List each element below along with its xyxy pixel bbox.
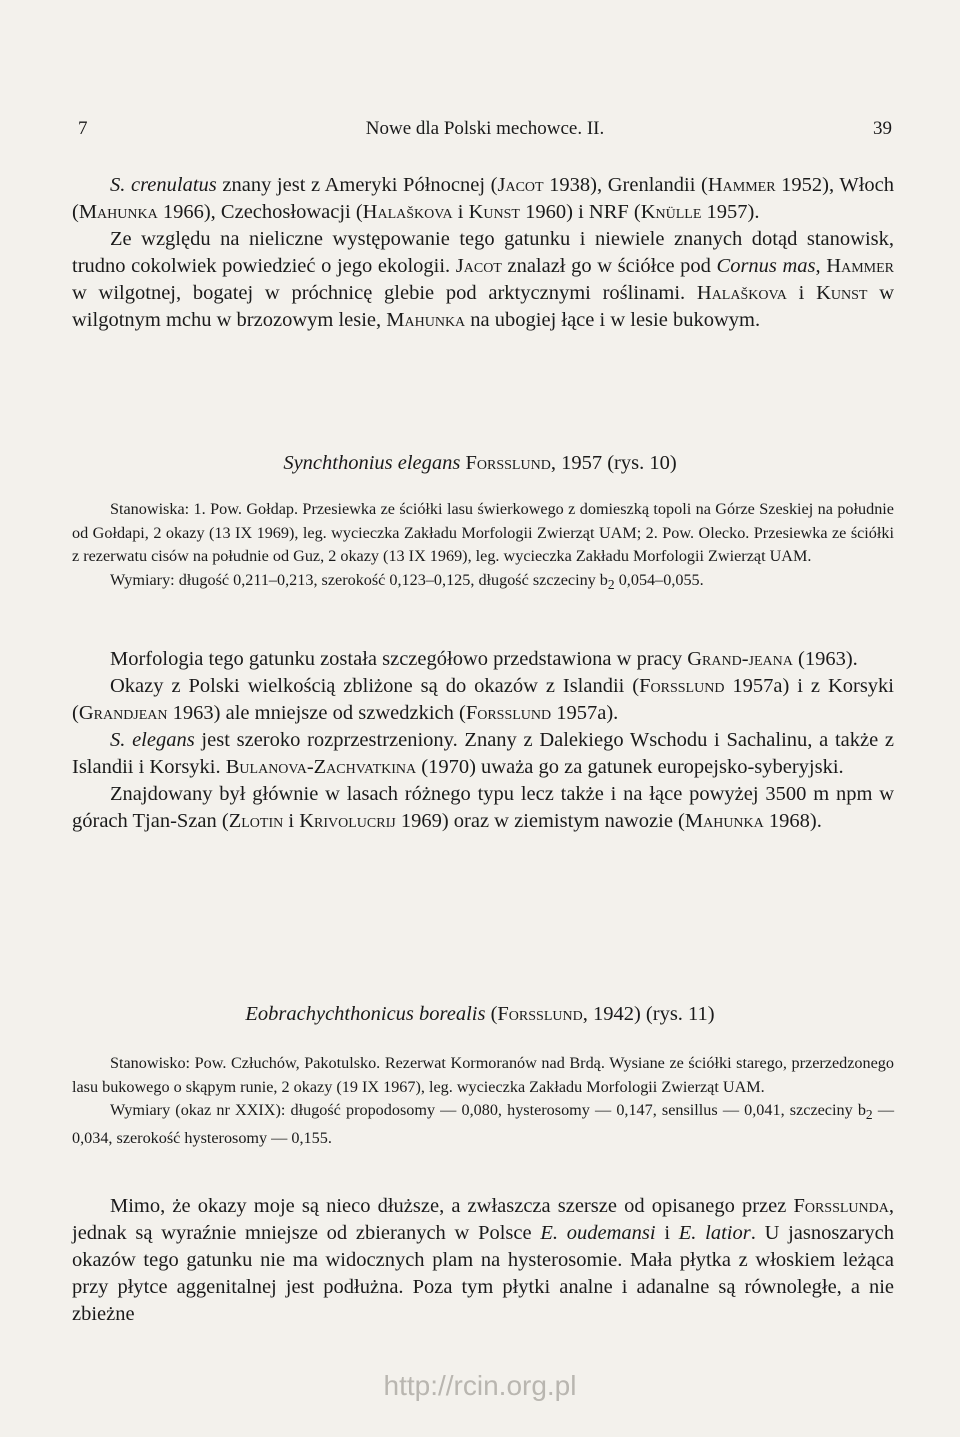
author-name: Hammer — [707, 174, 776, 196]
author-name: Forsslund — [465, 452, 551, 474]
species-name: E. latior — [678, 1222, 751, 1244]
plant-name: Cornus mas — [716, 255, 816, 277]
text: , — [815, 255, 827, 277]
text: znany jest z Ameryki Północnej ( — [216, 174, 498, 196]
text: 1969) oraz w ziemistym nawozie ( — [395, 810, 685, 832]
locality: Stanowisko: Pow. Człuchów, Pakotulsko. Rezerwat Kormoranów nad Brdą. Wysiane ze ściółki starego, przerzedzonego lasu bukowego o skąpym runie, 2 okazy (19 IX 1967), leg. wycieczka Zakładu Morfologii Zwierząt UAM. — [72, 1054, 894, 1096]
species-name: E. oudemansi — [540, 1222, 656, 1244]
author-name: Kunst — [816, 282, 868, 304]
author-name: Krivolucrij — [299, 810, 396, 832]
author-name: Forsslund — [497, 1003, 583, 1025]
text: (1970) uważa go za gatunek europejsko-syberyjski. — [416, 756, 844, 778]
measurements — [72, 1099, 894, 1150]
paragraph-range — [72, 727, 894, 781]
species-heading-eobrachychthonicus — [0, 1003, 960, 1026]
species-name: S. elegans — [110, 729, 195, 751]
text: 1957a). — [551, 702, 619, 724]
paragraph-size-comparison — [72, 673, 894, 727]
text: Wymiary (okaz nr XXIX): długość propodosomy — 0,080, hysterosomy — 0,147, sensillus — 0,041, szczeciny b — [110, 1101, 866, 1119]
text: — 0,034, szerokość hysterosomy — 0,155. — [72, 1101, 895, 1147]
text: i — [452, 201, 469, 223]
heading-year: , 1957 (rys. 10) — [550, 452, 677, 474]
author-name: Hammer — [826, 255, 894, 277]
species-name: Eobrachychthonicus borealis — [245, 1003, 486, 1025]
discussion-eobrachychthonicus — [72, 1193, 894, 1328]
locality-block-synchthonius — [72, 498, 894, 596]
text: 1960) i NRF ( — [520, 201, 641, 223]
text: Okazy z Polski wielkością zbliżone są do okazów z Islandii ( — [110, 675, 640, 697]
author-name: Forsslund — [465, 702, 552, 724]
running-title: Nowe dla Polski mechowce. II. — [365, 118, 605, 139]
text: 0,054–0,055. — [614, 570, 704, 589]
author-name: Grandjean — [78, 702, 168, 724]
text: Mimo, że okazy moje są nieco dłuższe, a zwłaszcza szersze od opisanego przez — [110, 1195, 794, 1217]
species-heading-synchthonius — [0, 452, 960, 475]
text: ( — [485, 1003, 498, 1025]
text: w wilgotnej, bogatej w próchnicę glebie pod arktycznymi roślinami. — [72, 282, 697, 304]
text: Wymiary: długość 0,211–0,213, szerokość 0,123–0,125, długość szczeciny b — [110, 570, 608, 589]
text: i — [283, 810, 300, 832]
author-name: Mahunka — [684, 810, 764, 832]
author-name: Kunst — [468, 201, 520, 223]
text: Ze względu na nieliczne występowanie tego gatunku i niewiele znanych dotąd stanowisk, trudno cokolwiek powiedzieć o jego ekologii. — [72, 228, 894, 277]
paragraph-habitat — [72, 781, 894, 835]
page-number: 39 — [873, 118, 892, 139]
text: 1957a) i z Korsyki ( — [72, 675, 894, 724]
species-name: S. crenulatus — [110, 174, 217, 196]
species-name: Synchthonius elegans — [283, 452, 461, 474]
text: znalazł go w ściółce pod — [501, 255, 717, 277]
paragraph-distribution-crenulatus — [72, 172, 894, 334]
running-header — [78, 118, 892, 148]
text: 1952), Włoch ( — [72, 174, 894, 223]
heading-year: , 1942) (rys. 11) — [582, 1003, 715, 1025]
locality-block-eobrachychthonicus — [72, 1052, 894, 1150]
author-name: Grand-jeana — [687, 648, 793, 670]
text: 1938), Grenlandii ( — [543, 174, 708, 196]
author-name: Forsslunda — [793, 1195, 889, 1217]
text: 1957). — [701, 201, 760, 223]
author-name: Mahunka — [78, 201, 158, 223]
author-name: Zlotin — [228, 810, 284, 832]
paragraph-text — [72, 172, 894, 226]
subscript: 2 — [607, 576, 615, 592]
subscript: 2 — [865, 1107, 873, 1123]
text: , jednak są wyraźnie mniejsze od zbieranych w Polsce — [72, 1195, 894, 1244]
text: na ubogiej łące i w lesie bukowym. — [465, 309, 761, 331]
paragraph-morphology — [72, 646, 894, 673]
localities: Stanowiska: 1. Pow. Gołdap. Przesiewka ze ściółki lasu świerkowego z domieszką topoli na Górze Szeskiej na południe od Gołdapi, 2 okazy (13 IX 1969), leg. wycieczka Zakładu Morfologii Zwierząt UAM; 2. Pow. Olecko. Przesiewka ze ściółki z rezerwatu cisów na południe od Guz, 2 okazy (13 IX 1969), leg. wycieczka Zakładu Morfologii Zwierząt UAM. — [72, 500, 894, 565]
paragraph-ecology — [72, 226, 894, 334]
text: 1966), Czechosłowacji ( — [157, 201, 363, 223]
author-name: Forsslund — [639, 675, 725, 697]
author-name: Knülle — [640, 201, 702, 223]
watermark-url: http://rcin.org.pl — [383, 1370, 577, 1401]
author-name: Mahunka — [386, 309, 466, 331]
text: 1968). — [763, 810, 822, 832]
text: i — [786, 282, 817, 304]
text: 1963) ale mniejsze od szwedzkich ( — [167, 702, 466, 724]
author-name: Jacot — [497, 174, 544, 196]
text: . U jasnoszarych okazów tego gatunku nie ma widocznych plam na hysterosomie. Mała płytka z włoskiem leżąca przy płytce aggenitalnej jest podłużna. Poza tym płytki analne i adanalne są równoległe, a nie zbieżne — [72, 1222, 894, 1325]
text: jest szeroko rozprzestrzeniony. Znany z Dalekiego Wschodu i Sachalinu, a także z Islandii i Korsyki. — [72, 729, 894, 778]
measurements — [72, 569, 894, 597]
text: i — [655, 1222, 679, 1244]
text: Morfologia tego gatunku została szczegółowo przedstawiona w pracy — [110, 648, 688, 670]
text: (1963). — [792, 648, 858, 670]
page-section-number: 7 — [78, 118, 88, 139]
author-name: Bulanova-Zachvatkina — [225, 756, 417, 778]
paragraph-comparison — [72, 1193, 894, 1328]
author-name: Halaškova — [696, 282, 787, 304]
author-name: Jacot — [455, 255, 502, 277]
discussion-synchthonius — [72, 646, 894, 835]
text: w wilgotnym mchu w brzozowym lesie, — [72, 282, 895, 331]
author-name: Halaškova — [362, 201, 453, 223]
text: Znajdowany był głównie w lasach różnego typu lecz także i na łące powyżej 3500 m npm w górach Tjan-Szan ( — [72, 783, 894, 832]
